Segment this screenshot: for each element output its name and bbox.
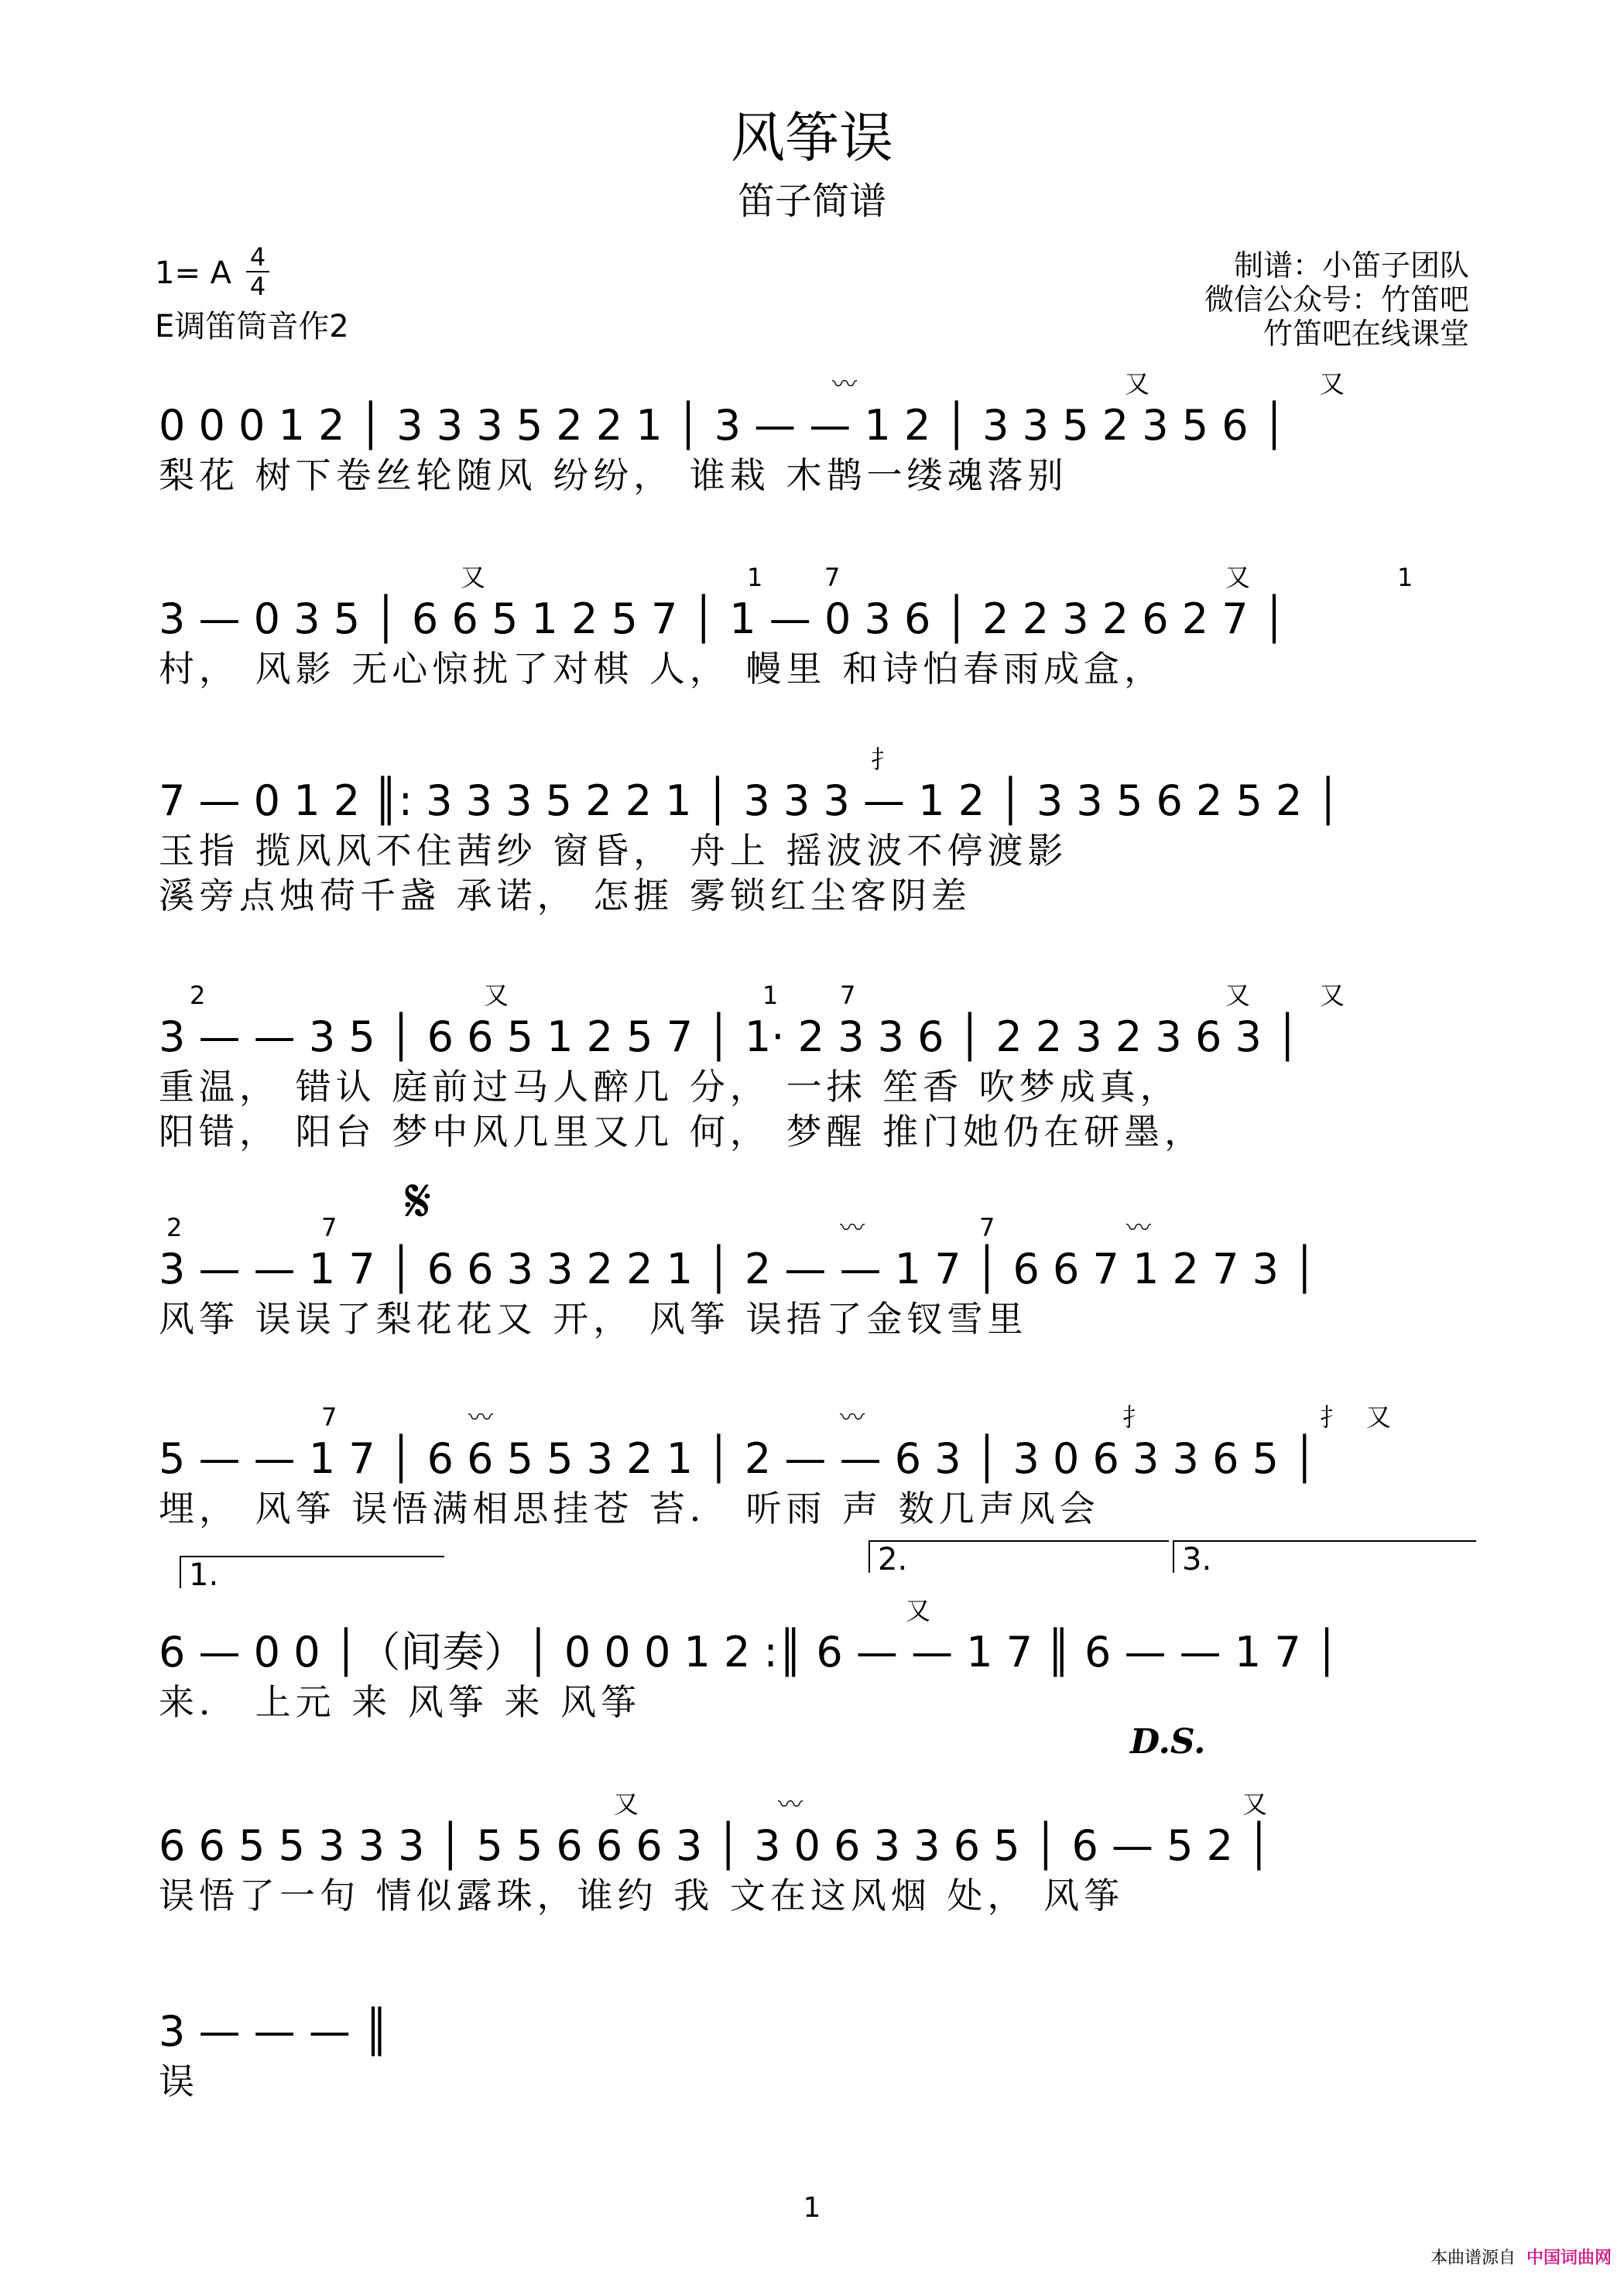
score-line-5	[159, 1165, 1467, 1347]
lyrics-verse-1: 误	[159, 2060, 199, 2102]
flute-fingering: E调笛筒音作2	[155, 309, 349, 344]
page-number: 1	[803, 2192, 821, 2224]
lyrics-verse-2: 阳错， 阳台 梦中风几里又几 何， 梦醒 推门她仍在研墨，	[159, 1111, 1205, 1152]
fingering-mark: 又	[1320, 981, 1345, 1010]
score-line-4	[159, 981, 1467, 1161]
score-line-6	[159, 1403, 1467, 1536]
score-line-7	[159, 1596, 1467, 1762]
grace-note: 1	[1397, 563, 1413, 592]
lyrics-verse-1: 来． 上元 来 风筝 来 风筝	[159, 1681, 642, 1723]
notes: 0 0 0 1 2 │ 3 3 3 5 2 2 1 │ 3 — — 1 2 │ 3 3 5 2 3 5 6 │	[159, 401, 1287, 450]
notes: 3 — — — ║	[159, 2007, 389, 2056]
lyrics-verse-1: 玉指 揽风风不住茜纱 窗昏， 舟上 摇波波不停渡影	[159, 830, 1068, 872]
third-ending: 3.	[1173, 1540, 1476, 1573]
score-line-2	[159, 563, 1467, 697]
fingering-mark: 又	[906, 1596, 931, 1625]
key-signature: 1= A	[155, 255, 232, 291]
score-line-8	[159, 1790, 1467, 1923]
fingering-mark: 又	[1320, 369, 1345, 399]
notes: 3 — — 3 5 │ 6 6 5 1 2 5 7 │ 1· 2 3 3 6 │ 2 2 3 2 3 6 3 │	[159, 1012, 1300, 1061]
credit-classroom: 竹笛吧在线课堂	[1263, 317, 1469, 351]
score-line-3	[159, 745, 1467, 925]
score-line-1	[159, 369, 1467, 503]
footer-site-link[interactable]: 中国词曲网	[1526, 2248, 1612, 2268]
time-signature-top: 4	[249, 242, 266, 272]
notes: 7 — 0 1 2 ║: 3 3 3 5 2 2 1 │ 3 3 3 — 1 2 │ 3 3 5 6 2 5 2 │	[159, 776, 1341, 825]
lyrics-verse-1: 风筝 误误了梨花花又 开， 风筝 误捂了金钗雪里	[159, 1298, 1028, 1340]
dal-segno-mark: D.S.	[1130, 1722, 1206, 1762]
lyrics-verse-2: 溪旁点烛荷千盏 承诺， 怎捱 雾锁红尘客阴差	[159, 875, 971, 916]
credit-wechat: 微信公众号：竹笛吧	[1204, 283, 1469, 317]
second-ending: 2.	[869, 1540, 1169, 1573]
notes: 6 6 5 5 3 3 3 │ 5 5 6 6 6 3 │ 3 0 6 3 3 6 5 │ 6 — 5 2 │	[159, 1821, 1272, 1870]
lyrics-verse-1: 埋， 风筝 误悟满相思挂苍 苔． 听雨 声 数几声风会	[159, 1488, 1100, 1529]
fingering-mark: 又	[1366, 1403, 1392, 1432]
fingering-mark: 又	[614, 1790, 639, 1819]
fingering-mark: 扌	[871, 745, 896, 774]
time-signature	[246, 242, 269, 301]
trill-mark: 〰	[778, 1790, 803, 1819]
song-subtitle: 笛子简谱	[737, 180, 886, 223]
first-ending: 1.	[180, 1556, 444, 1588]
grace-note: 1	[747, 563, 763, 592]
trill-mark: 〰	[840, 1403, 865, 1432]
fingering-mark: 又	[1242, 1790, 1268, 1819]
notes: 6 — 0 0 │（间奏）│ 0 0 0 1 2 :║ 6 — — 1 7 ║ 6 — — 1 7 │	[159, 1628, 1340, 1677]
fingering-mark: 又	[484, 981, 509, 1010]
grace-note: 2	[190, 981, 206, 1010]
grace-note: 7	[840, 981, 856, 1010]
trill-mark: 〰	[840, 1213, 865, 1242]
song-title: 风筝误	[731, 106, 893, 170]
lyrics-verse-1: 村， 风影 无心惊扰了对棋 人， 幔里 和诗怕春雨成盒，	[159, 648, 1165, 690]
fingering-mark: 又	[1225, 981, 1251, 1010]
lyrics-verse-1: 重温， 错认 庭前过马人醉几 分， 一抹 笙香 吹梦成真，	[159, 1066, 1180, 1108]
lyrics-verse-1: 梨花 树下卷丝轮随风 纷纷， 谁栽 木鹊一缕魂落别	[159, 454, 1068, 496]
grace-note: 2	[166, 1213, 183, 1242]
grace-note: 7	[979, 1213, 995, 1242]
trill-mark: 〰	[832, 369, 858, 399]
fingering-mark: 又	[461, 563, 486, 592]
grace-note: 7	[321, 1213, 337, 1242]
fingering-mark: 又	[1125, 369, 1150, 399]
trill-mark: 〰	[468, 1403, 494, 1432]
grace-note: 1	[762, 981, 779, 1010]
segno-sign: 𝄋	[405, 1165, 432, 1237]
footer-source: 本曲谱源自	[1430, 2248, 1516, 2268]
fingering-mark: 扌	[1320, 1403, 1345, 1432]
time-signature-bottom: 4	[249, 272, 266, 301]
credit-arranger: 制谱：小笛子团队	[1233, 248, 1469, 283]
score-line-9	[159, 2001, 1467, 2109]
lyrics-verse-1: 误悟了一句 情似露珠，谁约 我 文在这风烟 处， 风筝	[159, 1875, 1125, 1916]
notes: 3 — 0 3 5 │ 6 6 5 1 2 5 7 │ 1 — 0 3 6 │ 2 2 3 2 6 2 7 │	[159, 594, 1287, 643]
fingering-mark: 扌	[1122, 1403, 1148, 1432]
trill-mark: 〰	[1126, 1213, 1152, 1242]
grace-note: 7	[321, 1403, 337, 1432]
fingering-mark: 又	[1225, 563, 1251, 592]
notes: 5 — — 1 7 │ 6 6 5 5 3 2 1 │ 2 — — 6 3 │ 3 0 6 3 3 6 5 │	[159, 1434, 1317, 1483]
notes: 3 — — 1 7 │ 6 6 3 3 2 2 1 │ 2 — — 1 7 │ 6 6 7 1 2 7 3 │	[159, 1245, 1317, 1293]
grace-note: 7	[824, 563, 841, 592]
